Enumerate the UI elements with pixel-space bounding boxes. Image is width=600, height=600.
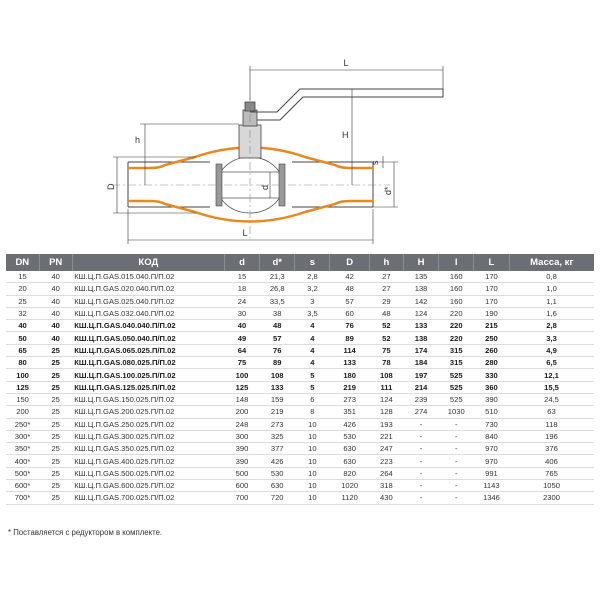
table-cell: 223 xyxy=(369,455,403,467)
table-cell: 1020 xyxy=(330,480,369,492)
table-row xyxy=(6,455,594,467)
table-cell: 118 xyxy=(509,418,594,430)
table-cell: 280 xyxy=(474,357,509,369)
table-cell: 138 xyxy=(403,283,438,295)
table-cell: 25 xyxy=(39,406,72,418)
table-cell: 600 xyxy=(224,480,259,492)
table-cell: 78 xyxy=(369,357,403,369)
table-cell: 40 xyxy=(39,320,72,332)
table-cell: 330 xyxy=(474,369,509,381)
table-cell: 406 xyxy=(509,455,594,467)
table-cell: 75 xyxy=(369,344,403,356)
table-cell: 215 xyxy=(474,320,509,332)
table-cell: КШ.Ц.П.GAS.080.025.П/П.02 xyxy=(72,357,224,369)
table-cell: 200 xyxy=(224,406,259,418)
table-cell: 4 xyxy=(295,357,330,369)
table-cell: 10 xyxy=(295,492,330,504)
table-cell: 10 xyxy=(295,480,330,492)
table-cell: 214 xyxy=(403,381,438,393)
table-cell: 10 xyxy=(295,455,330,467)
table-cell: КШ.Ц.П.GAS.600.025.П/П.02 xyxy=(72,480,224,492)
valve-drawing xyxy=(0,0,600,250)
table-cell: 25 xyxy=(39,455,72,467)
table-cell: 15 xyxy=(224,271,259,283)
table-cell: 510 xyxy=(474,406,509,418)
dim-label-D: D xyxy=(106,183,116,190)
table-cell: 4 xyxy=(295,344,330,356)
table-cell: 124 xyxy=(369,393,403,405)
table-cell: 24 xyxy=(224,295,259,307)
table-cell: 170 xyxy=(474,283,509,295)
table-cell: - xyxy=(403,455,438,467)
table-cell: 426 xyxy=(260,455,295,467)
table-cell: 1346 xyxy=(474,492,509,504)
table-cell: 376 xyxy=(509,443,594,455)
table-cell: 38 xyxy=(260,307,295,319)
table-cell: 25 xyxy=(6,295,39,307)
table-cell: 390 xyxy=(474,393,509,405)
table-cell: 29 xyxy=(369,295,403,307)
table-cell: КШ.Ц.П.GAS.125.025.П/П.02 xyxy=(72,381,224,393)
table-cell: 840 xyxy=(474,430,509,442)
table-cell: 500* xyxy=(6,467,39,479)
table-cell: КШ.Ц.П.GAS.040.040.П/П.02 xyxy=(72,320,224,332)
table-cell: 1030 xyxy=(439,406,474,418)
table-cell: 10 xyxy=(295,418,330,430)
table-cell: 325 xyxy=(260,430,295,442)
table-row xyxy=(6,283,594,295)
table-row xyxy=(6,492,594,504)
table-cell: 40 xyxy=(39,332,72,344)
table-cell: 970 xyxy=(474,443,509,455)
table-row xyxy=(6,430,594,442)
table-cell: КШ.Ц.П.GAS.050.040.П/П.02 xyxy=(72,332,224,344)
table-cell: 57 xyxy=(330,295,369,307)
table-cell: КШ.Ц.П.GAS.350.025.П/П.02 xyxy=(72,443,224,455)
table-cell: 196 xyxy=(509,430,594,442)
table-cell: 5 xyxy=(295,381,330,393)
table-cell: 700* xyxy=(6,492,39,504)
table-cell: 25 xyxy=(39,480,72,492)
table-cell: 300* xyxy=(6,430,39,442)
table-cell: 2,8 xyxy=(295,271,330,283)
table-cell: КШ.Ц.П.GAS.025.040.П/П.02 xyxy=(72,295,224,307)
table-cell: КШ.Ц.П.GAS.500.025.П/П.02 xyxy=(72,467,224,479)
table-row xyxy=(6,332,594,344)
table-cell: - xyxy=(439,443,474,455)
table-cell: 1,0 xyxy=(509,283,594,295)
table-cell: 4 xyxy=(295,320,330,332)
table-cell: 200 xyxy=(6,406,39,418)
table-cell: 530 xyxy=(260,467,295,479)
table-cell: 4,9 xyxy=(509,344,594,356)
table-row xyxy=(6,295,594,307)
table-cell: 991 xyxy=(474,467,509,479)
table-cell: 239 xyxy=(403,393,438,405)
table-cell: КШ.Ц.П.GAS.200.025.П/П.02 xyxy=(72,406,224,418)
table-cell: 400* xyxy=(6,455,39,467)
table-cell: 530 xyxy=(330,430,369,442)
table-cell: 57 xyxy=(260,332,295,344)
table-cell: 160 xyxy=(439,271,474,283)
column-header: Масса, кг xyxy=(509,254,594,271)
table-body xyxy=(6,271,594,504)
table-cell: - xyxy=(439,467,474,479)
table-cell: 525 xyxy=(439,393,474,405)
table-cell: 25 xyxy=(39,467,72,479)
table-cell: 1050 xyxy=(509,480,594,492)
table-cell: 273 xyxy=(330,393,369,405)
table-cell: 170 xyxy=(474,295,509,307)
table-cell: 48 xyxy=(260,320,295,332)
table-cell: 75 xyxy=(224,357,259,369)
table-row xyxy=(6,271,594,283)
table-cell: 248 xyxy=(224,418,259,430)
table-cell: 3,2 xyxy=(295,283,330,295)
table-cell: 65 xyxy=(6,344,39,356)
table-cell: 60 xyxy=(330,307,369,319)
table-cell: 40 xyxy=(39,295,72,307)
table-cell: 219 xyxy=(260,406,295,418)
table-cell: КШ.Ц.П.GAS.700.025.П/П.02 xyxy=(72,492,224,504)
column-header: PN xyxy=(39,254,72,271)
table-cell: 52 xyxy=(369,320,403,332)
table-cell: 8 xyxy=(295,406,330,418)
column-header: l xyxy=(439,254,474,271)
dim-label-h: h xyxy=(135,135,141,145)
table-cell: 219 xyxy=(330,381,369,393)
table-cell: 40 xyxy=(39,283,72,295)
table-cell: 108 xyxy=(369,369,403,381)
table-cell: 148 xyxy=(224,393,259,405)
table-cell: 40 xyxy=(224,320,259,332)
table-cell: 160 xyxy=(439,283,474,295)
table-cell: 100 xyxy=(6,369,39,381)
table-row xyxy=(6,320,594,332)
table-row xyxy=(6,406,594,418)
table-cell: 133 xyxy=(260,381,295,393)
table-cell: 360 xyxy=(474,381,509,393)
table-cell: 89 xyxy=(330,332,369,344)
table-cell: 50 xyxy=(6,332,39,344)
column-header: H xyxy=(403,254,438,271)
table-cell: 25 xyxy=(39,369,72,381)
table-cell: 125 xyxy=(6,381,39,393)
table-cell: 426 xyxy=(330,418,369,430)
table-cell: - xyxy=(403,443,438,455)
table-cell: 52 xyxy=(369,332,403,344)
table-cell: 10 xyxy=(295,430,330,442)
table-cell: 264 xyxy=(369,467,403,479)
table-cell: КШ.Ц.П.GAS.300.025.П/П.02 xyxy=(72,430,224,442)
table-cell: КШ.Ц.П.GAS.032.040.П/П.02 xyxy=(72,307,224,319)
table-cell: 18 xyxy=(224,283,259,295)
table-cell: 351 xyxy=(330,406,369,418)
table-cell: 6 xyxy=(295,393,330,405)
table-row xyxy=(6,418,594,430)
table-cell: 128 xyxy=(369,406,403,418)
table-cell: - xyxy=(403,480,438,492)
table-cell: 100 xyxy=(224,369,259,381)
table-cell: 150 xyxy=(6,393,39,405)
table-cell: 390 xyxy=(224,443,259,455)
table-cell: 630 xyxy=(260,480,295,492)
table-cell: 48 xyxy=(330,283,369,295)
table-cell: 220 xyxy=(439,320,474,332)
table-cell: 12,1 xyxy=(509,369,594,381)
table-cell: 5 xyxy=(295,369,330,381)
table-cell: 730 xyxy=(474,418,509,430)
table-cell: 820 xyxy=(330,467,369,479)
table-cell: 25 xyxy=(39,344,72,356)
table-cell: 377 xyxy=(260,443,295,455)
table-row xyxy=(6,443,594,455)
table-cell: 174 xyxy=(403,344,438,356)
table-cell: 40 xyxy=(39,307,72,319)
table-cell: 27 xyxy=(369,283,403,295)
table-cell: 1120 xyxy=(330,492,369,504)
table-cell: 33,5 xyxy=(260,295,295,307)
table-cell: 1,1 xyxy=(509,295,594,307)
table-cell: 15,5 xyxy=(509,381,594,393)
table-cell: 15 xyxy=(6,271,39,283)
table-cell: 89 xyxy=(260,357,295,369)
table-cell: 630 xyxy=(330,443,369,455)
table-row xyxy=(6,344,594,356)
table-cell: 25 xyxy=(39,357,72,369)
column-header: КОД xyxy=(72,254,224,271)
table-row xyxy=(6,357,594,369)
table-cell: 108 xyxy=(260,369,295,381)
dim-label-s: s xyxy=(370,160,380,165)
table-cell: КШ.Ц.П.GAS.015.040.П/П.02 xyxy=(72,271,224,283)
table-row xyxy=(6,467,594,479)
table-cell: 159 xyxy=(260,393,295,405)
table-cell: 25 xyxy=(39,418,72,430)
table-cell: - xyxy=(403,492,438,504)
table-cell: 350* xyxy=(6,443,39,455)
table-cell: 2300 xyxy=(509,492,594,504)
table-cell: 125 xyxy=(224,381,259,393)
table-cell: 26,8 xyxy=(260,283,295,295)
table-cell: КШ.Ц.П.GAS.020.040.П/П.02 xyxy=(72,283,224,295)
table-cell: 6,5 xyxy=(509,357,594,369)
table-row xyxy=(6,307,594,319)
table-cell: 25 xyxy=(39,393,72,405)
table-cell: 220 xyxy=(439,307,474,319)
column-header: s xyxy=(295,254,330,271)
table-cell: 300 xyxy=(224,430,259,442)
column-header: d* xyxy=(260,254,295,271)
table-cell: 1,6 xyxy=(509,307,594,319)
dim-label-L-body: L xyxy=(242,228,248,238)
table-cell: - xyxy=(439,480,474,492)
table-cell: 250* xyxy=(6,418,39,430)
table-row xyxy=(6,480,594,492)
table-cell: 525 xyxy=(439,381,474,393)
table-cell: 3,3 xyxy=(509,332,594,344)
table-cell: 220 xyxy=(439,332,474,344)
table-cell: 63 xyxy=(509,406,594,418)
table-cell: 720 xyxy=(260,492,295,504)
table-cell: 160 xyxy=(439,295,474,307)
table-cell: 24,5 xyxy=(509,393,594,405)
table-cell: - xyxy=(439,430,474,442)
table-cell: 250 xyxy=(474,332,509,344)
table-cell: 124 xyxy=(403,307,438,319)
table-cell: 32 xyxy=(6,307,39,319)
table-cell: 40 xyxy=(39,271,72,283)
column-header: L xyxy=(474,254,509,271)
table-cell: 27 xyxy=(369,271,403,283)
table-cell: - xyxy=(439,492,474,504)
table-row xyxy=(6,381,594,393)
table-cell: КШ.Ц.П.GAS.150.025.П/П.02 xyxy=(72,393,224,405)
table-cell: 114 xyxy=(330,344,369,356)
table-cell: 430 xyxy=(369,492,403,504)
valve-body xyxy=(128,148,373,222)
table-cell: 30 xyxy=(224,307,259,319)
table-cell: 135 xyxy=(403,271,438,283)
table-cell: 25 xyxy=(39,381,72,393)
table-cell: 138 xyxy=(403,332,438,344)
column-header: D xyxy=(330,254,369,271)
table-cell: 111 xyxy=(369,381,403,393)
table-cell: 765 xyxy=(509,467,594,479)
table-cell: КШ.Ц.П.GAS.250.025.П/П.02 xyxy=(72,418,224,430)
table-cell: 49 xyxy=(224,332,259,344)
table-row xyxy=(6,393,594,405)
table-cell: - xyxy=(403,418,438,430)
table-cell: 4 xyxy=(295,332,330,344)
table-cell: 315 xyxy=(439,344,474,356)
table-cell: 64 xyxy=(224,344,259,356)
table-cell: 42 xyxy=(330,271,369,283)
table-cell: 247 xyxy=(369,443,403,455)
table-cell: 190 xyxy=(474,307,509,319)
table-cell: 315 xyxy=(439,357,474,369)
table-cell: 80 xyxy=(6,357,39,369)
dim-label-d-star: d* xyxy=(383,186,393,195)
table-cell: 600* xyxy=(6,480,39,492)
footnote: * Поставляется с редуктором в комплекте. xyxy=(8,528,163,537)
table-cell: 970 xyxy=(474,455,509,467)
table-cell: 390 xyxy=(224,455,259,467)
table-cell: - xyxy=(403,467,438,479)
table-cell: - xyxy=(439,455,474,467)
table-row xyxy=(6,369,594,381)
dim-label-L-handle: L xyxy=(343,58,349,68)
table-cell: 25 xyxy=(39,492,72,504)
table-cell: 274 xyxy=(403,406,438,418)
valve-handle xyxy=(250,89,443,120)
table-cell: 1143 xyxy=(474,480,509,492)
table-cell: 273 xyxy=(260,418,295,430)
table-cell: 76 xyxy=(260,344,295,356)
table-cell: - xyxy=(439,418,474,430)
table-cell: 40 xyxy=(6,320,39,332)
table-cell: 142 xyxy=(403,295,438,307)
table-cell: 0,8 xyxy=(509,271,594,283)
table-cell: 221 xyxy=(369,430,403,442)
table-cell: 630 xyxy=(330,455,369,467)
table-cell: 260 xyxy=(474,344,509,356)
table-cell: 3 xyxy=(295,295,330,307)
table-cell: 133 xyxy=(330,357,369,369)
column-header: d xyxy=(224,254,259,271)
table-cell: 184 xyxy=(403,357,438,369)
table-cell: 318 xyxy=(369,480,403,492)
table-cell: 48 xyxy=(369,307,403,319)
table-cell: 133 xyxy=(403,320,438,332)
dim-label-d: d xyxy=(260,184,270,190)
table-cell: 3,5 xyxy=(295,307,330,319)
table-cell: 700 xyxy=(224,492,259,504)
table-cell: 25 xyxy=(39,430,72,442)
table-cell: 10 xyxy=(295,467,330,479)
column-header: DN xyxy=(6,254,39,271)
table-cell: КШ.Ц.П.GAS.400.025.П/П.02 xyxy=(72,455,224,467)
dim-label-H: H xyxy=(342,130,349,140)
table-header-row xyxy=(6,254,594,271)
spec-table xyxy=(6,254,594,505)
table-cell: 525 xyxy=(439,369,474,381)
column-header: h xyxy=(369,254,403,271)
table-cell: КШ.Ц.П.GAS.065.025.П/П.02 xyxy=(72,344,224,356)
table-cell: 10 xyxy=(295,443,330,455)
table-cell: 20 xyxy=(6,283,39,295)
table-cell: 193 xyxy=(369,418,403,430)
table-cell: 21,3 xyxy=(260,271,295,283)
table-cell: 25 xyxy=(39,443,72,455)
table-cell: 170 xyxy=(474,271,509,283)
table-cell: - xyxy=(403,430,438,442)
table-cell: КШ.Ц.П.GAS.100.025.П/П.02 xyxy=(72,369,224,381)
table-cell: 197 xyxy=(403,369,438,381)
table-cell: 2,8 xyxy=(509,320,594,332)
table-cell: 500 xyxy=(224,467,259,479)
table-cell: 180 xyxy=(330,369,369,381)
table-cell: 76 xyxy=(330,320,369,332)
dimension-lines xyxy=(113,66,443,244)
